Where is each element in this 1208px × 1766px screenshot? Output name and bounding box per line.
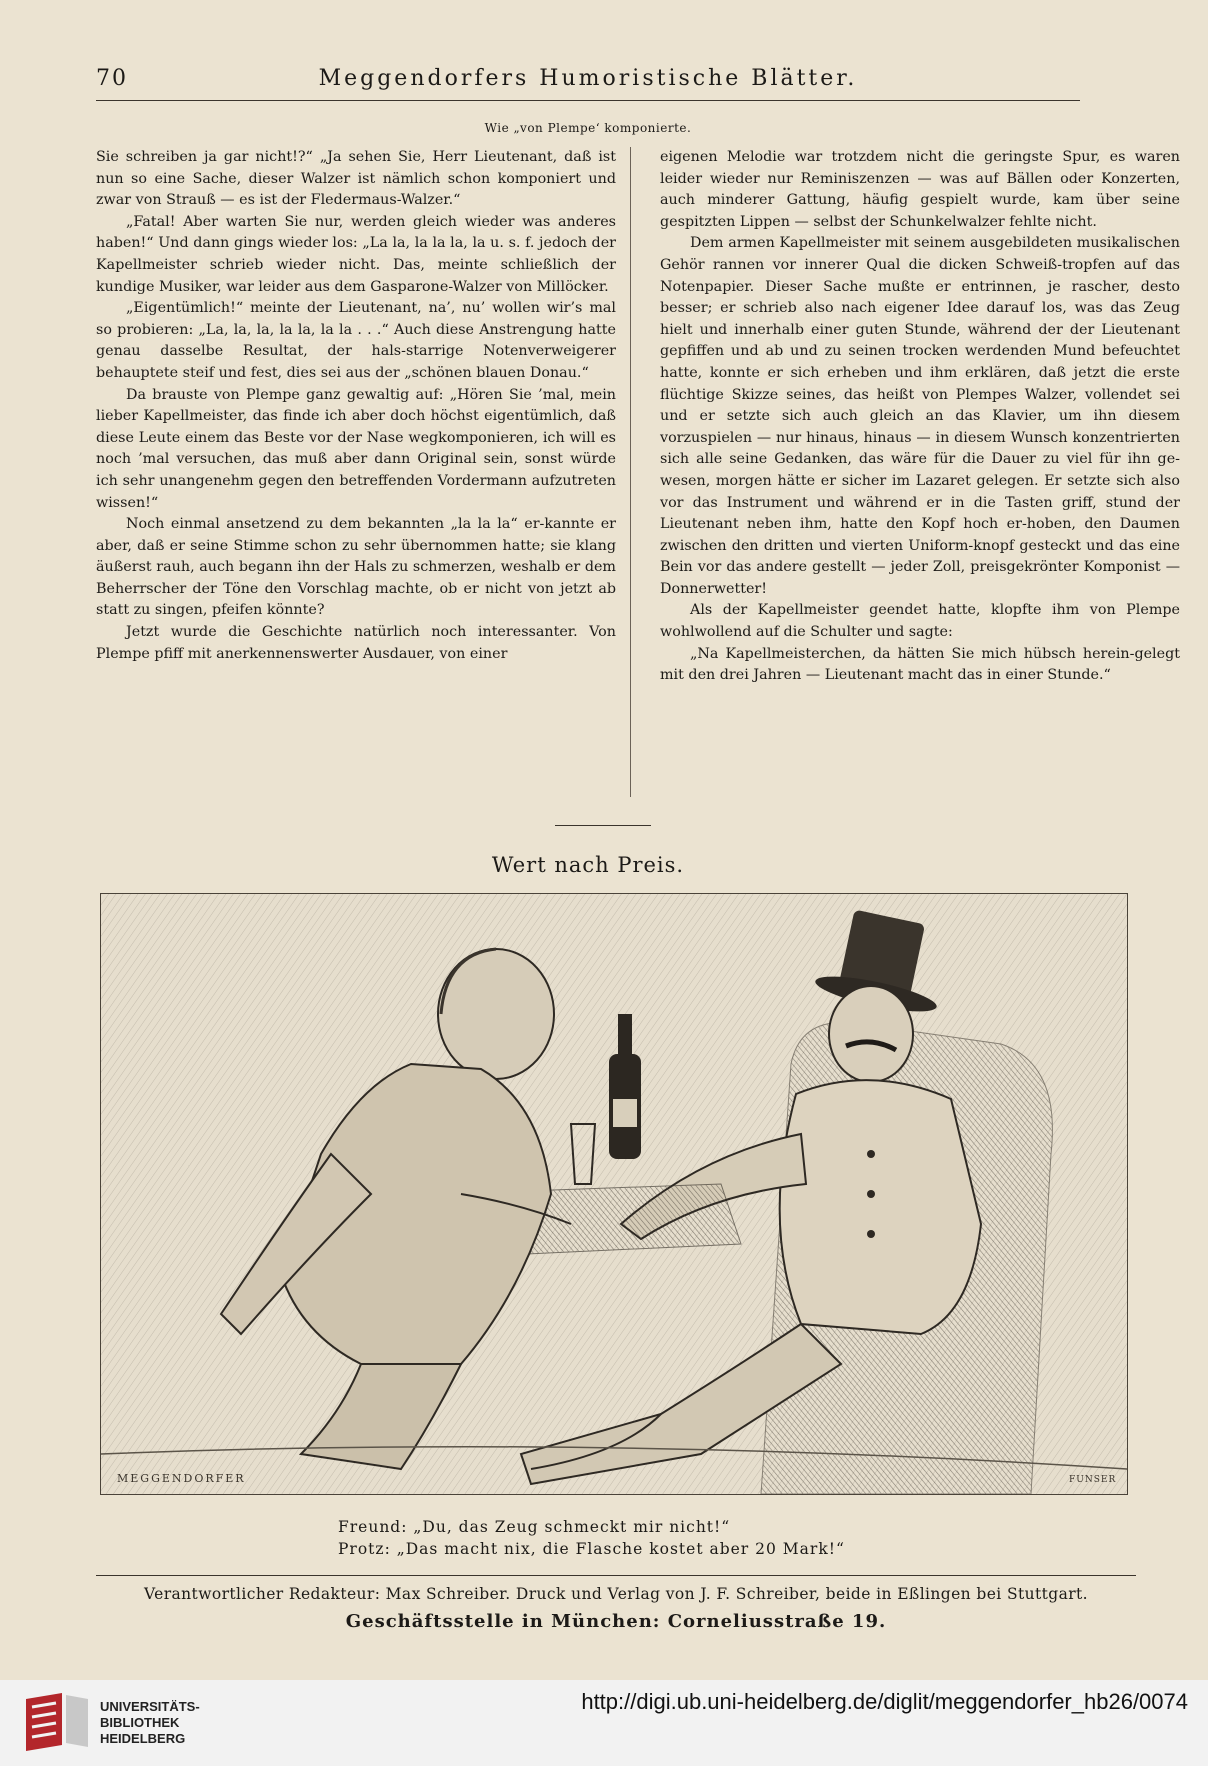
paragraph: Als der Kapellmeister geendet hatte, klopfte ihm von Plempe wohlwollend auf die Schulter und sagte: (660, 602, 1180, 641)
library-name-line: BIBLIOTHEK (100, 1715, 180, 1730)
imprint-line: Verantwortlicher Redakteur: Max Schreiber. Druck und Verlag von J. F. Schreiber, beide in Eßlingen bei Stuttgart. (143, 1585, 1088, 1603)
paragraph: eigenen Melodie war trotzdem nicht die geringste Spur, es waren leider wieder nur Reminiszenzen — was auf Bällen oder Konzerten, auch minderer Gattung, häufig gespielt wurde, kam über seine gespitzten Lippen — selbst der Schunkelwalzer fehlte nicht. (660, 149, 1180, 230)
paragraph: „Eigentümlich!“ meinte der Lieutenant, na’, nu’ wollen wir’s mal so probieren: „La, la, la, la la, la la . . .“ Auch diese Anstrengung hatte genau dasselbe Resultat, der hals-starrige Notenverweigerer behauptete steif und fest, dies sei aus der „schönen blauen Donau.“ (96, 300, 616, 381)
source-url-link[interactable]: http://digi.ub.uni-heidelberg.de/diglit/meggendorfer_hb26/0074 (581, 1689, 1188, 1714)
page-header (96, 66, 1080, 96)
caption-line: Freund: „Du, das Zeug schmeckt mir nicht!“ (338, 1518, 731, 1536)
engraver-signature: FUNSER (1069, 1475, 1117, 1485)
text-column-right (660, 147, 1180, 687)
office-address: Geschäftsstelle in München: Corneliusstraße 19. (345, 1611, 887, 1632)
text-column-left (96, 147, 616, 665)
paragraph: Jetzt wurde die Geschichte natürlich noch interessanter. Von Plempe pfiff mit anerkennenswerter Ausdauer, von einer (96, 624, 616, 662)
page-number: 70 (96, 66, 128, 91)
cartoon-illustration (100, 893, 1128, 1495)
library-name-line: UNIVERSITÄTS- (100, 1699, 200, 1714)
paragraph: Sie schreiben ja gar nicht!?“ „Ja sehen Sie, Herr Lieutenant, daß ist nun so eine Sache, dieser Walzer ist nämlich schon komponiert und zwar von Strauß — es ist der Fledermaus-Walzer.“ (96, 149, 616, 209)
library-name (100, 1699, 200, 1747)
column-divider (630, 147, 631, 797)
cartoon-title: Wert nach Preis. (491, 853, 685, 877)
artist-signature: MEGGENDORFER (117, 1472, 246, 1485)
paragraph: „Na Kapellmeisterchen, da hätten Sie mich hübsch herein-gelegt mit den drei Jahren — Lieutenant macht das in einer Stunde.“ (660, 645, 1180, 684)
imprint-rule (96, 1575, 1136, 1576)
magazine-title: Meggendorfers Humoristische Blätter. (318, 66, 858, 91)
section-divider (555, 825, 651, 826)
cartoon-caption (338, 1516, 845, 1560)
cartoon-drawing (101, 894, 1127, 1494)
library-logo-icon (22, 1693, 92, 1751)
paragraph: „Fatal! Aber warten Sie nur, werden gleich wieder was anderes haben!“ Und dann gings wieder los: „La la, la la la, la u. s. f. jedoch der Kapellmeister schrieb wieder nicht. Das, meinte schließlich der kundige Musiker, war leider aus dem Gasparone-Walzer von Millöcker. (96, 213, 616, 295)
caption-line: Protz: „Das macht nix, die Flasche kostet aber 20 Mark!“ (338, 1540, 845, 1558)
story-subtitle: Wie „von Plempe‘ komponierte. (484, 121, 692, 135)
header-rule (96, 100, 1080, 101)
library-name-line: HEIDELBERG (100, 1731, 186, 1746)
paragraph: Da brauste von Plempe ganz gewaltig auf: „Hören Sie ’mal, mein lieber Kapellmeister, das finde ich aber doch höchst eigentümlich, daß diese Leute einem das Beste vor der Nase wegkomponieren, ich will es noch ’mal versuchen, das muß aber dann Original sein, sonst würde ich sehr unangenehm gegen den betreffenden Vordermann aufzutreten wissen!“ (96, 386, 616, 511)
paragraph: Noch einmal ansetzend zu dem bekannten „la la la“ er-kannte er aber, daß er seine Stimme schon zu sehr übernommen hatte; sie klang äußerst rauh, auch begann ihn der Hals zu schmerzen, weshalb er dem Beherrscher der Töne den Vorschlag machte, ob er nicht von jetzt ab statt zu singen, pfeifen könnte? (96, 516, 616, 619)
paragraph: Dem armen Kapellmeister mit seinem ausgebildeten musikalischen Gehör rannen vor innerer Qual die dicken Schweiß-tropfen auf das Notenpapier. Dieser Sache mußte er entrinnen, je rascher, desto besser; er schrieb also nach eigener Idee darauf los, was das Zeug hielt und innerhalb einer guten Stunde, während der der Lieutenant gepfiffen und ab und zu seinen trocken werdenden Mund befeuchtet hatte, konnte er sich erheben und ihm erklären, daß jetzt die erste flüchtige Skizze seines, das heißt von Plempes Walzer, vollendet sei und er setzte sich auch gleich an das Klavier, um ihn diesem vorzuspielen — nur hinaus, hinaus — in diesem Wunsch konzentrierten sich alle seine Gedanken, das wäre für die Dauer zu viel für ihn ge-wesen, morgen hätte er sicher im Lazaret gelegen. Er setzte sich also vor das Instrument und während er in die Tasten griff, stund der Lieutenant neben ihm, hatte den Kopf hoch er-hoben, den Daumen zwischen den dritten und vierten Uniform-knopf gesteckt und das eine Bein vor das andere gestellt — jeder Zoll, preisgekrönter Komponist — Donnerwetter! (660, 235, 1180, 597)
